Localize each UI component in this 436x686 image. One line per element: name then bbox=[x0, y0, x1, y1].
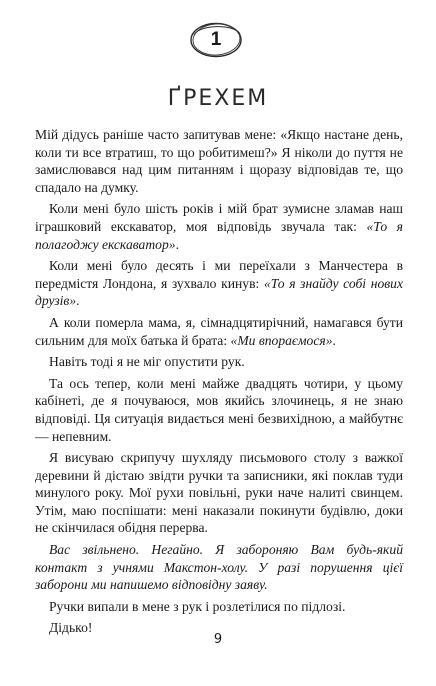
text-run: . bbox=[175, 236, 179, 252]
chapter-badge bbox=[188, 20, 244, 60]
text-run: Ручки випали в мене з рук і розлетілися по підлозі. bbox=[49, 598, 346, 614]
text-run: Дідько! bbox=[49, 620, 93, 636]
chapter-body bbox=[35, 126, 403, 641]
text-run: А коли померла мама, я, сімнадцятирічний, намагався бути сильним для моїх батька й брата: bbox=[35, 314, 403, 348]
paragraph bbox=[35, 126, 403, 196]
italic-text: «То я знайду собі нових друзів» bbox=[35, 275, 403, 309]
text-run: Я висуваю скрипучу шухляду письмового столу з важкої деревини й дістаю звідти ручки та записники, які поклав туди минулого року. Мої рухи повільні, руки наче налиті свинцем. Утім, маю поспішати: мені наказали покинути будівлю, доки не скінчилася обідня перерва. bbox=[35, 450, 403, 536]
text-run: . bbox=[332, 332, 336, 348]
text-run: Навіть тоді я не міг опустити рук. bbox=[49, 354, 245, 370]
italic-text: «Ми впораємося» bbox=[230, 332, 333, 348]
text-run: Коли мені було шість років і мій брат зумисне зламав наш іграшковий екскаватор, моя відповідь звучала так: bbox=[35, 201, 403, 234]
italic-text: «То я полагоджу екскаватор» bbox=[35, 218, 403, 252]
chapter-number: 1 bbox=[210, 29, 222, 50]
paragraph bbox=[35, 314, 403, 349]
text-run: Та ось тепер, коли мені майже двадцять чотири, у цьому кабінеті, де я почуваюся, мов якийсь злочинець, я не знаю відповіді. Ця ситуація видається мені безвихідною, а майбутнє — непевним. bbox=[35, 375, 403, 444]
text-run: Мій дідусь раніше часто запитував мене: «Якщо настане день, коли ти все втратиш, то що робитимеш?» Я ніколи до пуття не замислювався над цим питанням і щоразу відповідав те, що спадало на думку. bbox=[35, 127, 403, 195]
page-number: 9 bbox=[213, 632, 223, 647]
paragraph bbox=[35, 449, 403, 537]
paragraph bbox=[35, 353, 403, 371]
paragraph bbox=[35, 541, 403, 594]
chapter-title: ҐРЕХЕМ bbox=[167, 86, 269, 111]
paragraph bbox=[35, 375, 403, 445]
text-run: Коли мені було десять і ми переїхали з Манчестера в передмістя Лондона, я зухвало кинув: bbox=[35, 258, 403, 291]
text-run: . bbox=[76, 293, 80, 309]
italic-text: Вас звільнено. Негайно. Я забороняю Вам будь-який контакт з учнями Макстон-холу. У разі порушення цієї заборони ми напишемо відповідну заяву. bbox=[35, 542, 403, 593]
paragraph bbox=[35, 200, 403, 253]
paragraph bbox=[35, 598, 403, 616]
paragraph bbox=[35, 257, 403, 310]
